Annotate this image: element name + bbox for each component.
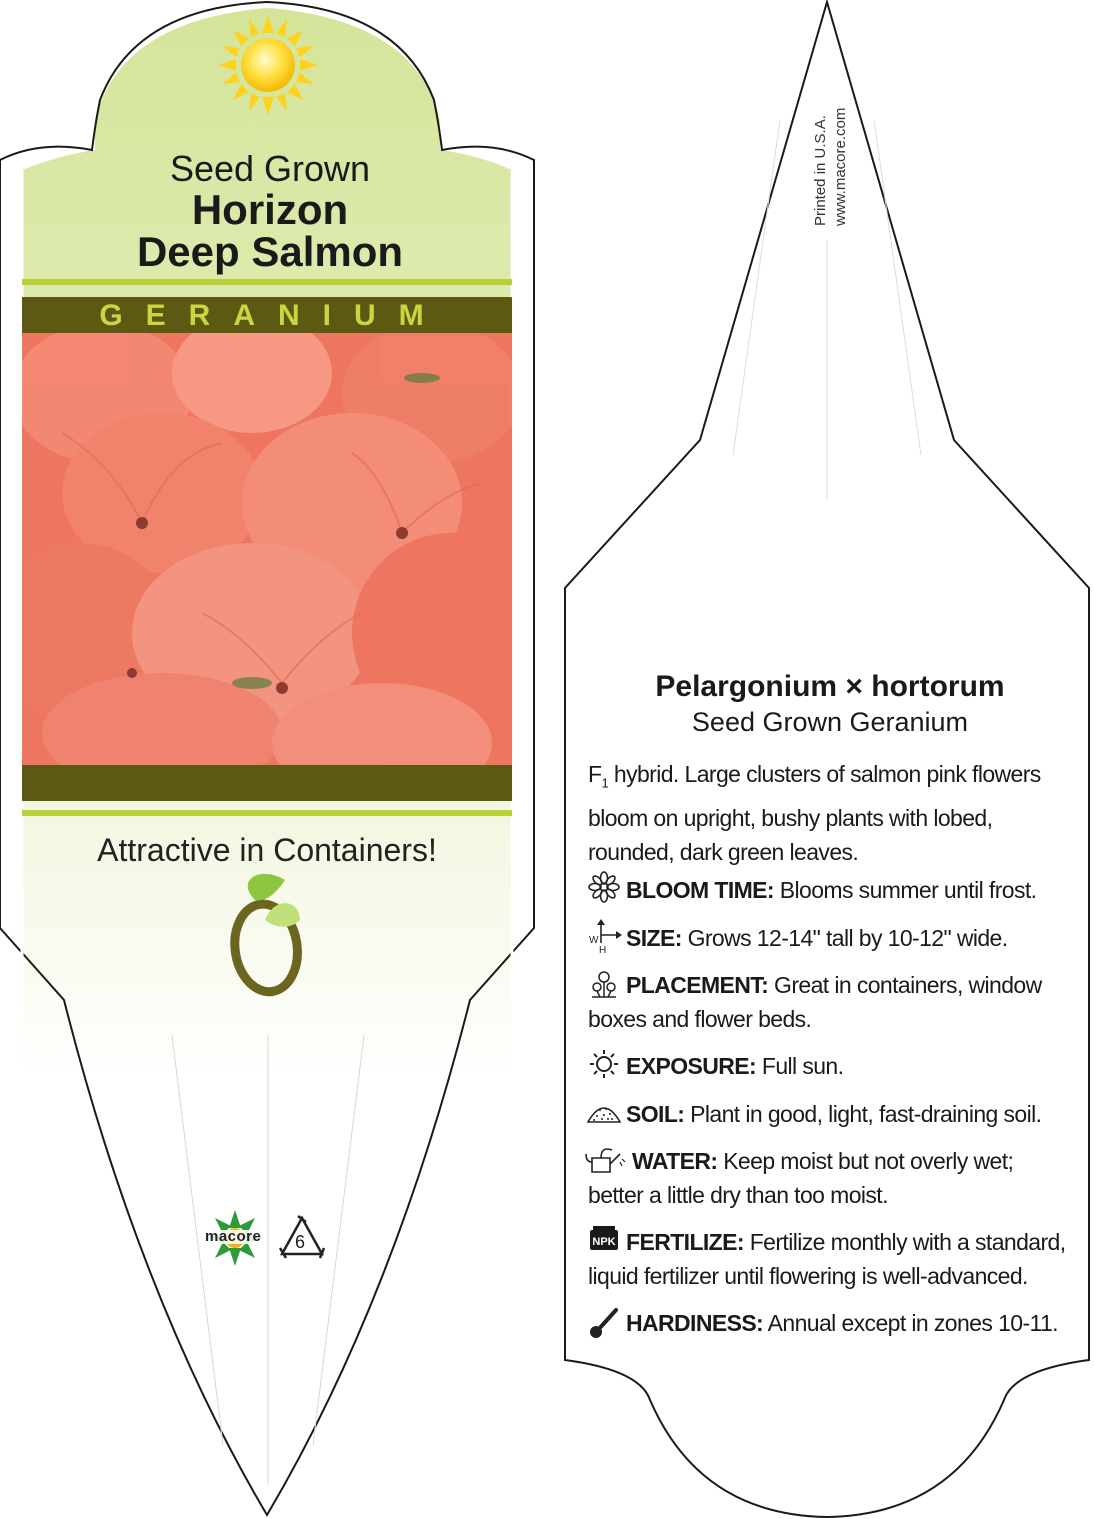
section-exposure: EXPOSURE: Full sun. [626, 1053, 844, 1079]
section-placement: PLACEMENT: Great in containers, window boxes and flower beds. [588, 972, 1042, 1032]
brand-logo-text: macore [205, 1228, 262, 1245]
title-variety: Horizon [191, 186, 349, 233]
section-water: WATER: Keep moist but not overly wet; better a little dry than too moist. [588, 1148, 1014, 1208]
title-color: Deep Salmon [136, 228, 404, 275]
scientific-name: Pelargonium × hortorum [655, 670, 1005, 703]
svg-text:NPK: NPK [592, 1236, 616, 1248]
tagline: Attractive in Containers! [97, 832, 437, 868]
title-line-1: Seed Grown [169, 148, 371, 189]
description: $F_1$ hybrid. Large clusters of salmon pink flowers bloom on upright, bushy plants with lobed, rounded, dark green leaves. [588, 761, 1041, 865]
section-soil: SOIL: Plant in good, light, fast-draining soil. [626, 1101, 1042, 1127]
section-size: SIZE: Grows 12-14" tall by 10-12" wide. [626, 925, 1008, 951]
bottom-color-band [22, 765, 512, 801]
sun-icon [218, 15, 318, 115]
recycle-code: 6 [295, 1232, 306, 1252]
common-name: Seed Grown Geranium [691, 707, 969, 737]
svg-text:H: H [599, 945, 607, 956]
section-bloom-time: BLOOM TIME: Blooms summer until frost. [626, 877, 1037, 903]
section-hardiness: HARDINESS: Annual except in zones 10-11. [626, 1310, 1058, 1336]
section-fertilize: FERTILIZE: Fertilize monthly with a standard, liquid fertilizer until flowering is well-advanced. [588, 1229, 1066, 1289]
flower-photo [22, 333, 512, 765]
website-text: www.macore.com [832, 107, 849, 226]
svg-text:W: W [589, 935, 599, 946]
genus-band: GERANIUM [22, 297, 512, 333]
printed-in-text: Printed in U.S.A. [812, 115, 829, 226]
